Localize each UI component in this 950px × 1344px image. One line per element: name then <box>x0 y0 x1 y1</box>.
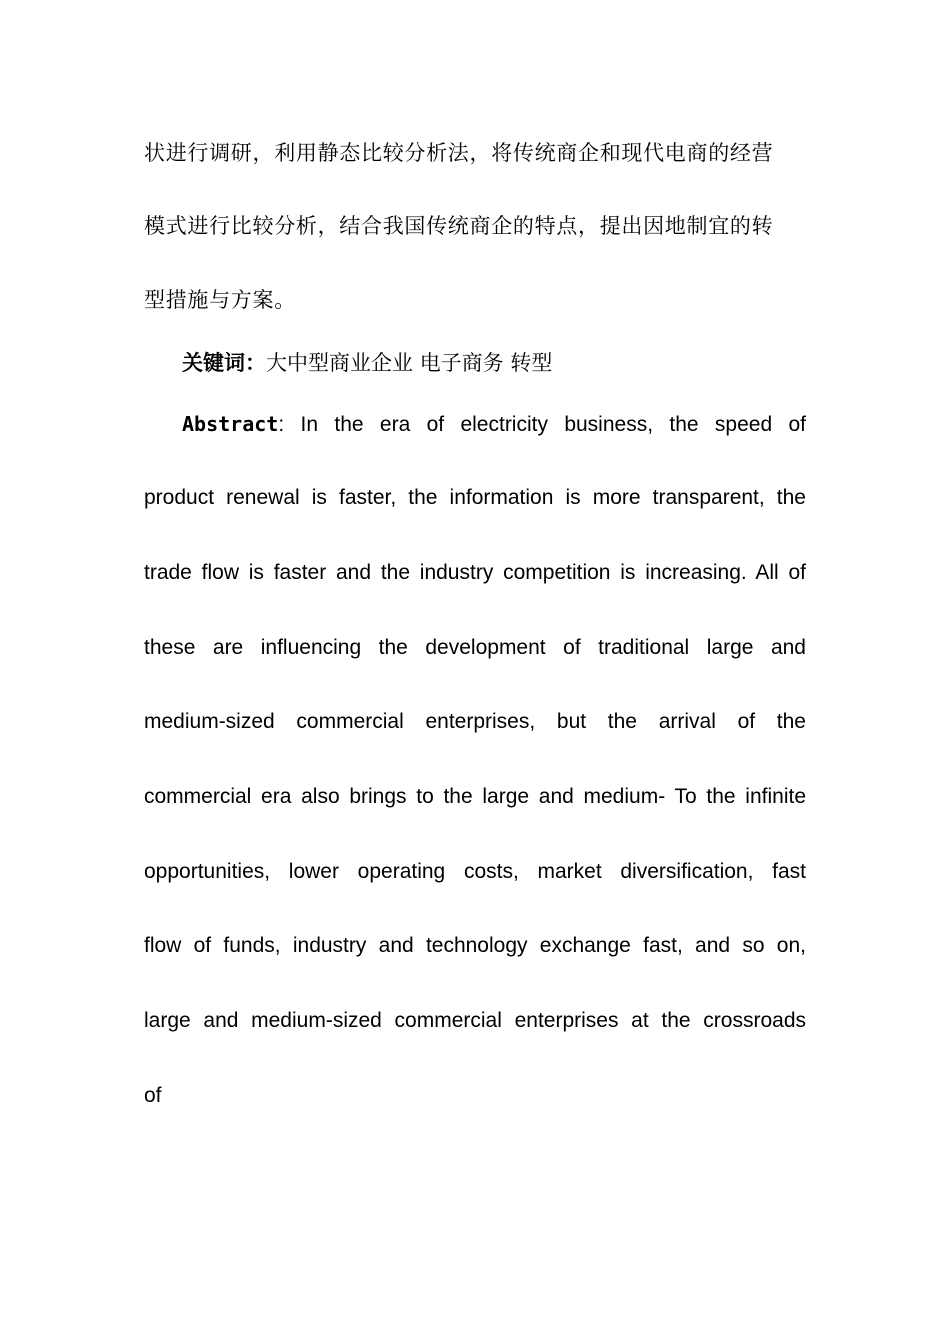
keyword-term: 大中型商业企业 <box>266 351 413 375</box>
keywords-line <box>182 348 552 378</box>
keyword-term: 电子商务 <box>419 351 504 375</box>
keyword-term: 转型 <box>510 351 553 375</box>
abstract-first-line-text: : In the era of electricity business, the speed of <box>278 413 806 436</box>
cn-abstract-line-1: 状进行调研，利用静态比较分析法，将传统商企和现代电商的经营 <box>144 141 774 165</box>
abstract-line: large and medium-sized commercial enterprises at the crossroads <box>144 1009 806 1032</box>
keywords-label: 关键词： <box>182 351 266 375</box>
abstract-line: commercial era also brings to the large and medium- To the infinite <box>144 785 806 808</box>
abstract-line: these are influencing the development of traditional large and <box>144 636 806 659</box>
abstract-first-line <box>182 409 806 439</box>
abstract-line: trade flow is faster and the industry competition is increasing. All of <box>144 561 806 584</box>
abstract-line: flow of funds, industry and technology exchange fast, and so on, <box>144 934 806 957</box>
abstract-line: of <box>144 1084 162 1107</box>
abstract-label: Abstract <box>182 412 279 436</box>
abstract-line: product renewal is faster, the information is more transparent, the <box>144 486 806 509</box>
abstract-line: opportunities, lower operating costs, market diversification, fast <box>144 860 806 883</box>
abstract-line: medium-sized commercial enterprises, but the arrival of the <box>144 710 806 733</box>
cn-abstract-line-2: 模式进行比较分析，结合我国传统商企的特点，提出因地制宜的转 <box>144 214 774 238</box>
cn-abstract-line-3: 型措施与方案。 <box>144 288 296 312</box>
